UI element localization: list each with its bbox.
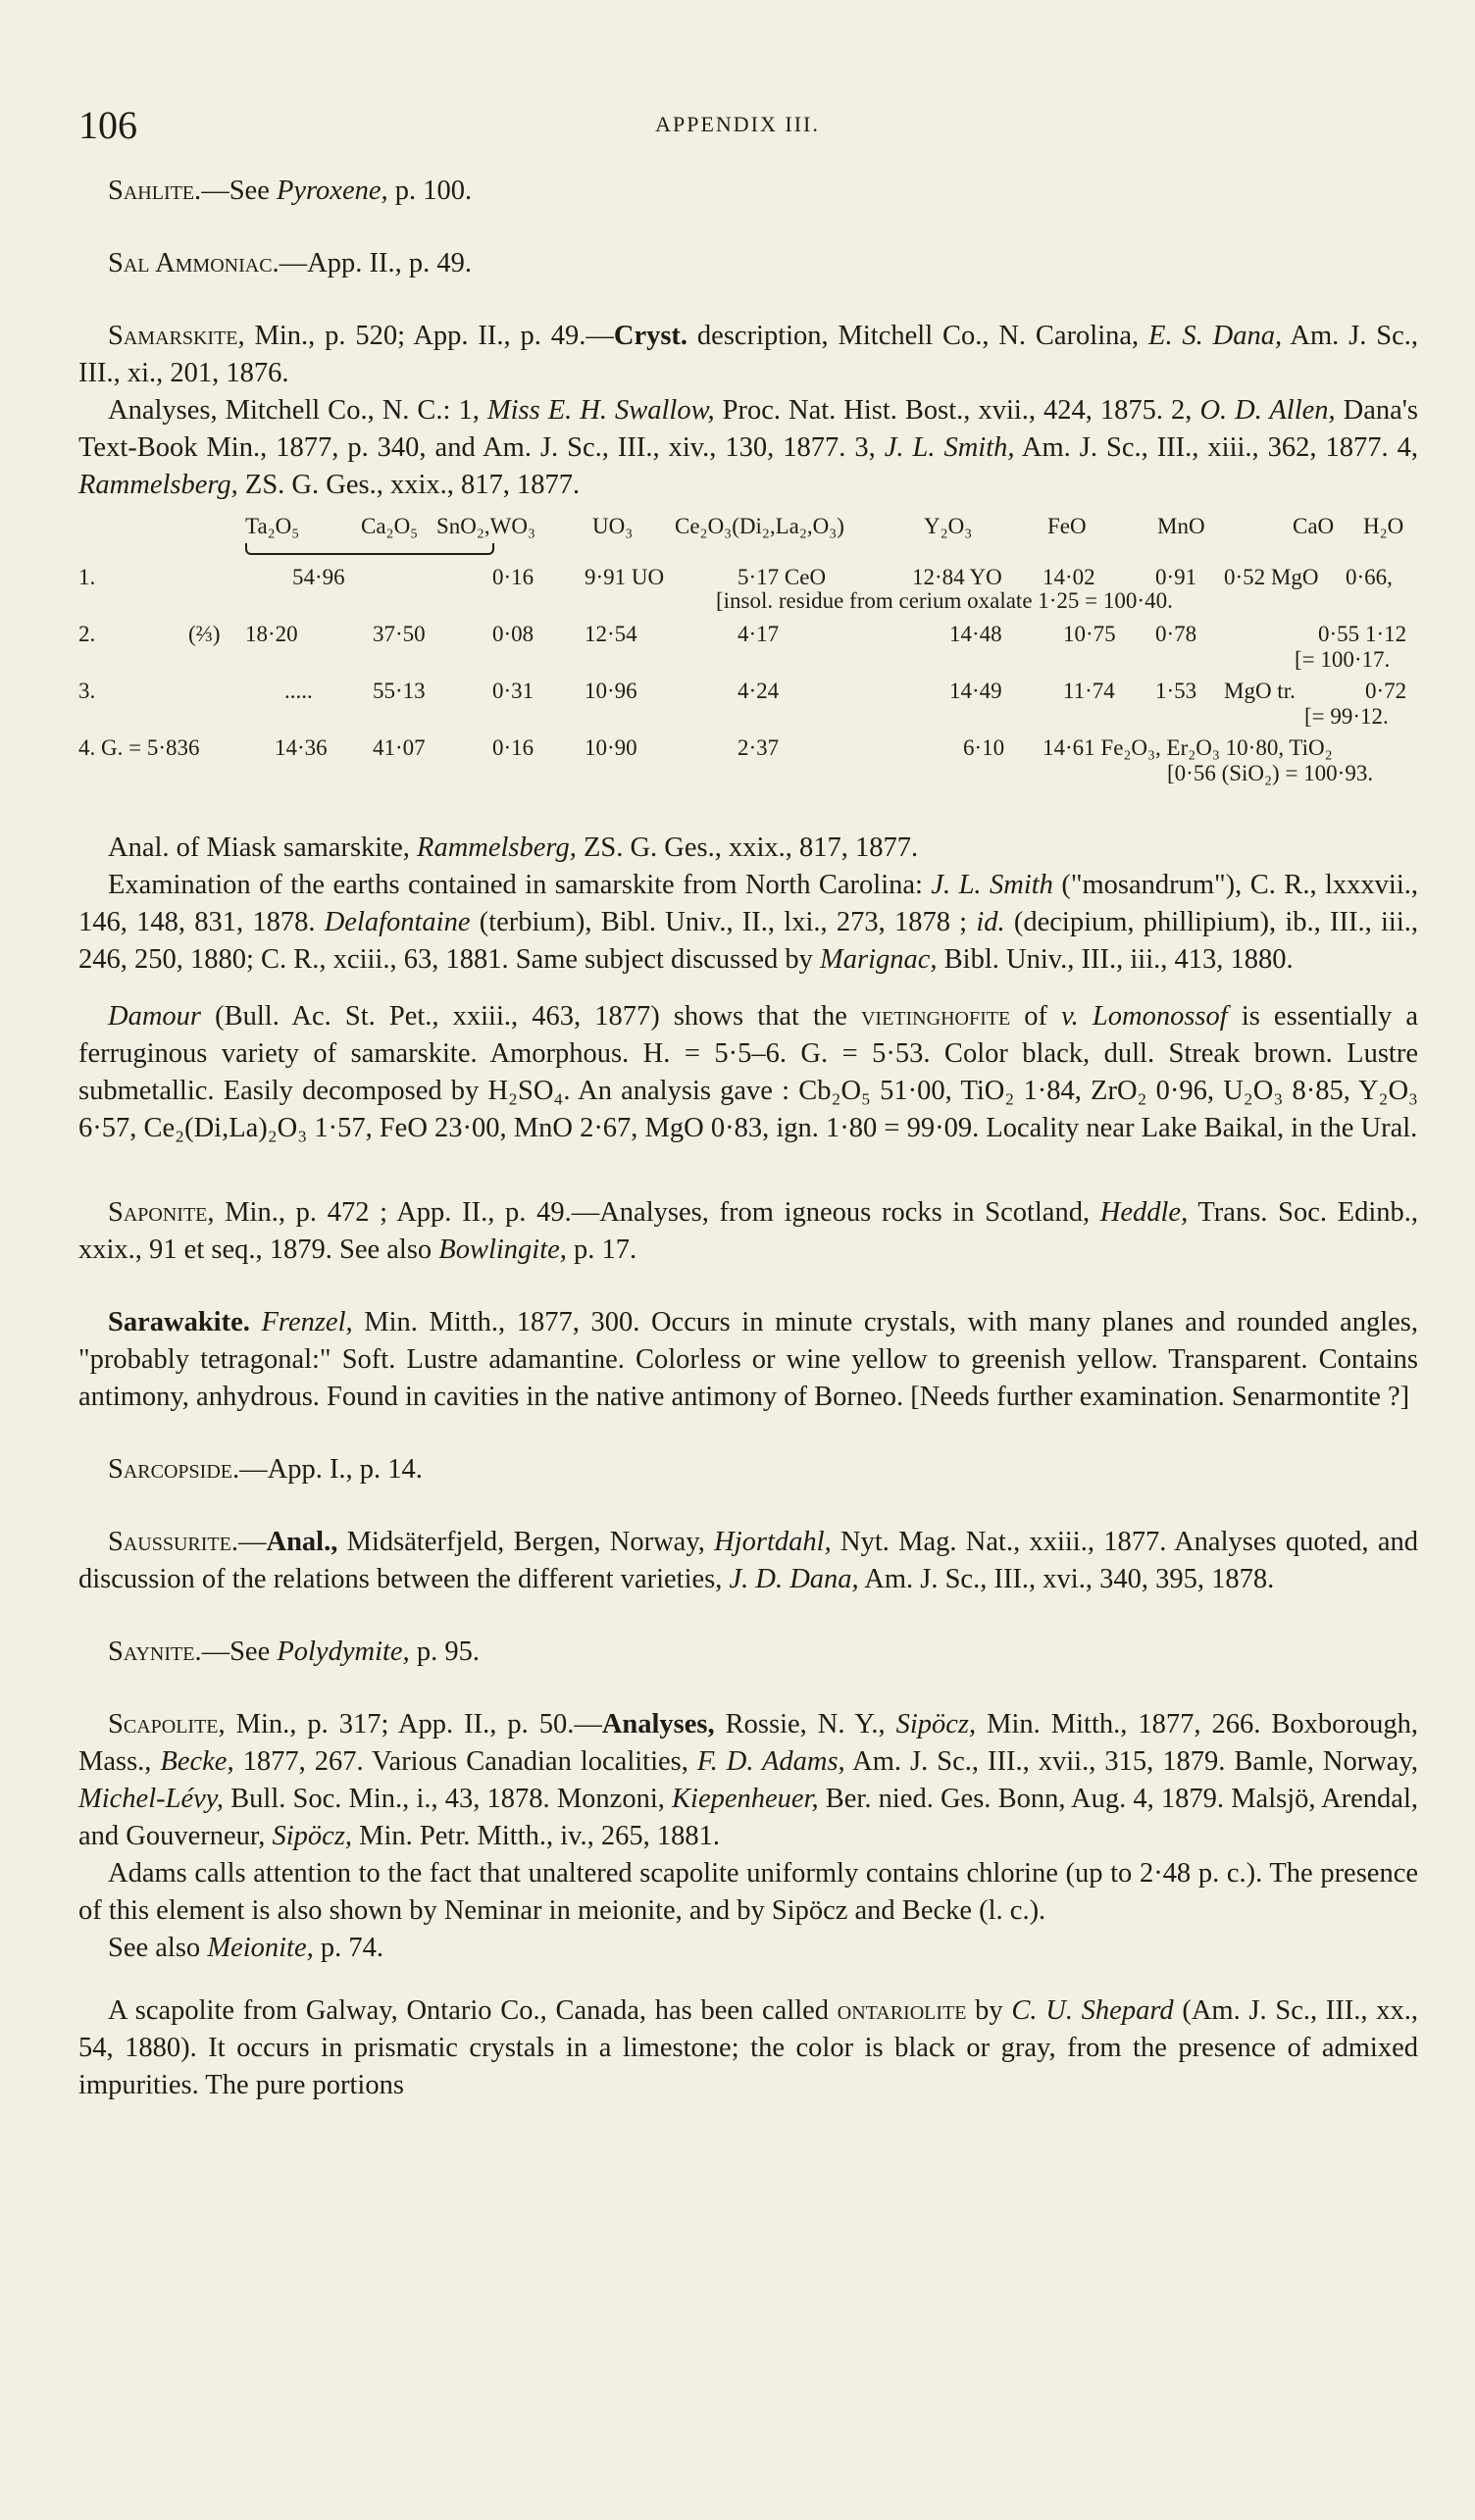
entry-text: — bbox=[238, 1527, 267, 1557]
entry-saponite bbox=[78, 1194, 1418, 1269]
entry-sarcopside bbox=[78, 1451, 1418, 1488]
author: Becke, bbox=[160, 1746, 234, 1777]
table-cell: 4·24 bbox=[738, 679, 780, 703]
cross-reference: Pyroxene, bbox=[276, 176, 388, 206]
bold-label: Cryst. bbox=[613, 321, 688, 351]
table-cell: 0·66, bbox=[1346, 565, 1393, 589]
col-header: SnO₂,WO₃ bbox=[436, 514, 536, 538]
cross-reference: Meionite, bbox=[207, 1933, 314, 1963]
entry-text: Dana's Text-Book Min., 1877, p. 340, and Am. J. Sc., III., xiv., 130, 1877. 3, bbox=[78, 395, 1419, 463]
entry-sahlite bbox=[78, 173, 1418, 210]
entry-text: of bbox=[1010, 1001, 1062, 1032]
author: Sipöcz, bbox=[895, 1709, 977, 1739]
author: v. Lomonossof bbox=[1061, 1001, 1228, 1032]
analysis-table bbox=[78, 514, 1418, 800]
entry-term: Sal Ammoniac. bbox=[108, 248, 280, 278]
samarskite-damour bbox=[78, 998, 1418, 1147]
cross-reference: Bowlingite, bbox=[438, 1235, 567, 1265]
entry-term: Saponite, bbox=[108, 1197, 215, 1228]
entry-text: ZS. G. Ges., xxix., 817, 1877. bbox=[237, 470, 581, 500]
page-body bbox=[78, 173, 1418, 2104]
entry-text: Ber. nied. Ges. Bonn, Aug. 4, 1879. Malsjö, Arendal, and Gouverneur, bbox=[78, 1784, 1419, 1851]
table-cell: 2·37 bbox=[738, 735, 780, 760]
table-cell: 14·49 bbox=[949, 679, 1002, 703]
entry-scapolite bbox=[78, 1706, 1418, 2104]
table-cell: 6·10 bbox=[963, 735, 1005, 760]
col-header: Ce₂O₃(Di₂,La₂,O₃) bbox=[675, 514, 844, 538]
author: J. L. Smith bbox=[931, 870, 1053, 900]
author: F. D. Adams, bbox=[696, 1746, 845, 1777]
table-cell: 0·16 bbox=[492, 565, 534, 589]
col-header: Ca₂O₅ bbox=[361, 514, 419, 538]
entry-sal-ammoniac bbox=[78, 245, 1418, 282]
entry-term: Saussurite. bbox=[108, 1527, 238, 1557]
table-cell: 0·31 bbox=[492, 679, 534, 703]
entry-text: 1877, 267. Various Canadian localities, bbox=[233, 1746, 697, 1777]
entry-text: p. 95. bbox=[409, 1637, 480, 1667]
author: O. D. Allen, bbox=[1199, 395, 1336, 426]
bold-label: Anal., bbox=[266, 1527, 338, 1557]
running-title: APPENDIX III. bbox=[655, 112, 820, 136]
entry-text: ("mosandrum"), C. R., lxxxvii., 146, 148, 831, 1878. bbox=[78, 870, 1419, 937]
samarskite-miask bbox=[78, 830, 1418, 867]
entry-text: by bbox=[966, 1995, 1012, 2026]
entry-text: See also bbox=[108, 1933, 208, 1963]
table-cell: 5·17 CeO bbox=[738, 565, 827, 589]
entry-text: Analyses, Mitchell Co., N. C.: 1, bbox=[108, 395, 487, 426]
entry-saussurite bbox=[78, 1524, 1418, 1598]
table-cell: 0·78 bbox=[1155, 622, 1197, 646]
col-header: Y₂O₃ bbox=[924, 514, 973, 538]
entry-text: ZS. G. Ges., xxix., 817, 1877. bbox=[576, 832, 919, 863]
author: Hjortdahl, bbox=[714, 1527, 832, 1557]
table-cell: 10·96 bbox=[585, 679, 637, 703]
entry-text: Bull. Soc. Min., i., 43, 1878. Monzoni, bbox=[223, 1784, 673, 1814]
table-cell: 11·74 bbox=[1063, 679, 1115, 703]
author: Damour bbox=[108, 1001, 202, 1032]
col-header: Ta₂O₅ bbox=[245, 514, 300, 538]
table-cell: 0·52 MgO bbox=[1224, 565, 1319, 589]
table-cell: 9·91 UO bbox=[585, 565, 665, 589]
author: Delafontaine bbox=[324, 907, 471, 937]
entry-text: (Bull. Ac. St. Pet., xxiii., 463, 1877) shows that the bbox=[201, 1001, 861, 1032]
author: C. U. Shepard bbox=[1011, 1995, 1174, 2026]
entry-text: Am. J. Sc., III., xvi., 340, 395, 1878. bbox=[858, 1564, 1275, 1594]
bold-label: Analyses, bbox=[601, 1709, 715, 1739]
entry-text: Anal. of Miask samarskite, bbox=[108, 832, 418, 863]
entry-text: Bibl. Univ., III., iii., 413, 1880. bbox=[937, 944, 1294, 975]
author: Miss E. H. Swallow, bbox=[486, 395, 715, 426]
samarskite-intro bbox=[78, 318, 1418, 392]
scapolite-chlorine: Adams calls attention to the fact that unaltered scapolite uniformly contains chlorine (up to 2·48 p. c.). The presence of this element is also shown by Neminar in meionite, and by Sipöcz and Becke (l. c.). bbox=[78, 1858, 1418, 1926]
table-cell: 0·91 bbox=[1155, 565, 1197, 589]
page-header bbox=[78, 102, 1397, 151]
entry-text: p. 100. bbox=[387, 176, 473, 206]
table-cell: 41·07 bbox=[373, 735, 426, 760]
scapolite-ontariolite bbox=[78, 1992, 1418, 2104]
table-cell: 18·20 bbox=[245, 622, 298, 646]
table-cell: 0·72 bbox=[1365, 679, 1407, 703]
table-cell: 0·16 bbox=[492, 735, 534, 760]
entry-text: Min., p. 520; App. II., p. 49.— bbox=[244, 321, 614, 351]
author: Michel-Lévy, bbox=[78, 1784, 224, 1814]
table-cell: 14·61 Fe₂O₃, Er₂O₃ 10·80, TiO₂ bbox=[1043, 735, 1333, 760]
entry-text: —See bbox=[201, 176, 277, 206]
table-cell: 10·75 bbox=[1063, 622, 1116, 646]
table-cell: MgO tr. bbox=[1224, 679, 1296, 703]
author: Marignac, bbox=[820, 944, 938, 975]
row-label: 4. G. = 5·836 bbox=[78, 735, 200, 760]
entry-text: Trans. Soc. Edinb., xxix., 91 et seq., 1879. See also bbox=[78, 1197, 1418, 1265]
entry-text: Nyt. Mag. Nat., xxiii., 1877. Analyses quoted, and discussion of the relations between the different varieties, bbox=[78, 1527, 1418, 1594]
entry-term: Sarcopside. bbox=[108, 1454, 240, 1485]
table-cell: 12·54 bbox=[585, 622, 637, 646]
row-label: 2. bbox=[78, 622, 96, 646]
entry-text: Midsäterfjeld, Bergen, Norway, bbox=[337, 1527, 715, 1557]
table-cell: 55·13 bbox=[373, 679, 426, 703]
table-cell: 54·96 bbox=[292, 565, 345, 589]
col-header: UO₃ bbox=[592, 514, 634, 538]
author: J. L. Smith, bbox=[884, 432, 1015, 463]
mineral-name: ontariolite bbox=[837, 1995, 967, 2026]
scapolite-see-also bbox=[78, 1930, 1418, 1967]
table-cell: 14·48 bbox=[949, 622, 1002, 646]
entry-term: Sahlite. bbox=[108, 176, 202, 206]
entry-text: is essentially a ferruginous variety of samarskite. Amorphous. H. = 5·5–6. G. = 5·53. Color black, dull. Streak brown. Lustre submetallic. Easily decomposed by H₂SO₄. An analysis gave : Cb₂O₅ 51·00, TiO₂ 1·84, ZrO₂ 0·96, U₂O₃ 8·85, Y₂O₃ 6·57, Ce₂(Di,La)₂O₃ 1·57, FeO 23·00, MnO 2·67, MgO 0·83, ign. 1·80 = 99·09. Locality near Lake Baikal, in the Ural. bbox=[78, 1001, 1418, 1143]
entry-text: (Am. J. Sc., III., xx., 54, 1880). It occurs in prismatic crystals in a limestone; the color is black or gray, from the presence of admixed impurities. The pure portions bbox=[78, 1995, 1418, 2100]
author: Kiepenheuer, bbox=[672, 1784, 819, 1814]
author: E. S. Dana, bbox=[1148, 321, 1283, 351]
author: Frenzel, bbox=[261, 1307, 353, 1337]
entry-text: —App. I., p. 14. bbox=[239, 1454, 423, 1485]
entry-text: Am. J. Sc., III., xvii., 315, 1879. Bamle, Norway, bbox=[844, 1746, 1418, 1777]
entry-term: Scapolite, bbox=[108, 1709, 226, 1739]
entry-text: p. 17. bbox=[566, 1235, 637, 1265]
entry-saynite bbox=[78, 1634, 1418, 1671]
table-cell: 0·55 bbox=[1318, 622, 1360, 646]
author: id. bbox=[976, 907, 1005, 937]
row-label: 1. bbox=[78, 565, 96, 589]
entry-text: Am. J. Sc., III., xiii., 362, 1877. 4, bbox=[1014, 432, 1418, 463]
entry-text: (decipium, phillipium), ib., III., iii., 246, 250, 1880; C. R., xciii., 63, 1881. Same subject discussed by bbox=[78, 907, 1418, 975]
entry-text: p. 74. bbox=[313, 1933, 383, 1963]
entry-text: Min. Mitth., 1877, 266. Boxborough, Mass., bbox=[78, 1709, 1419, 1777]
table-cell: 14·02 bbox=[1043, 565, 1095, 589]
table-cell: 0·08 bbox=[492, 622, 534, 646]
col-header: H₂O bbox=[1363, 514, 1404, 538]
entry-term: Sarawakite. bbox=[108, 1307, 250, 1337]
table-cell: 4·17 bbox=[738, 622, 780, 646]
table-note: [insol. residue from cerium oxalate 1·25 = 100·40. bbox=[716, 588, 1173, 613]
table-note: [= 99·12. bbox=[1304, 704, 1389, 729]
author: Sipöcz, bbox=[272, 1821, 353, 1851]
col-header: MnO bbox=[1157, 514, 1205, 538]
entry-text: Examination of the earths contained in samarskite from North Carolina: bbox=[108, 870, 932, 900]
entry-text: —See bbox=[201, 1637, 278, 1667]
table-cell: 1·12 bbox=[1365, 622, 1407, 646]
col-header: CaO bbox=[1293, 514, 1335, 538]
table-cell: 37·50 bbox=[373, 622, 426, 646]
table-cell: 14·36 bbox=[275, 735, 328, 760]
table-cell: 10·90 bbox=[585, 735, 637, 760]
entry-sarawakite bbox=[78, 1304, 1418, 1416]
entry-text: Rossie, N. Y., bbox=[714, 1709, 896, 1739]
entry-text: (terbium), Bibl. Univ., II., lxi., 273, 1878 ; bbox=[470, 907, 977, 937]
row-fraction: (⅔) bbox=[188, 622, 221, 646]
samarskite-earths bbox=[78, 867, 1418, 979]
author: Heddle, bbox=[1099, 1197, 1189, 1228]
entry-text: Min., p. 317; App. II., p. 50.— bbox=[225, 1709, 602, 1739]
author: Rammelsberg, bbox=[417, 832, 577, 863]
scapolite-analyses bbox=[78, 1706, 1418, 1855]
page-number: 106 bbox=[78, 103, 137, 147]
entry-text: Am. J. Sc., III., xi., 201, 1876. bbox=[78, 321, 1418, 388]
entry-text: Min. Petr. Mitth., iv., 265, 1881. bbox=[352, 1821, 721, 1851]
entry-text: description, Mitchell Co., N. Carolina, bbox=[687, 321, 1149, 351]
table-cell: 1·53 bbox=[1155, 679, 1197, 703]
header-brace bbox=[245, 543, 494, 555]
author: J. D. Dana, bbox=[729, 1564, 859, 1594]
row-label: 3. bbox=[78, 679, 96, 703]
entry-text: —App. II., p. 49. bbox=[279, 248, 472, 278]
table-cell: 12·84 YO bbox=[912, 565, 1002, 589]
table-cell: ..... bbox=[284, 679, 313, 703]
mineral-name: vietinghofite bbox=[860, 1001, 1011, 1032]
entry-term: Saynite. bbox=[108, 1637, 202, 1667]
author: Rammelsberg, bbox=[78, 470, 238, 500]
entry-text: Min. Mitth., 1877, 300. Occurs in minute crystals, with many planes and rounded angles, "probably tetragonal:" Soft. Lustre adamantine. Colorless or wine yellow to greenish yellow. Transparent. Contains antimony, anhydrous. Found in cavities in the native antimony of Borneo. [Needs further examination. Senarmontite ?] bbox=[78, 1307, 1419, 1412]
entry-text: Proc. Nat. Hist. Bost., xvii., 424, 1875. 2, bbox=[714, 395, 1200, 426]
entry-text: Min., p. 472 ; App. II., p. 49.—Analyses, from igneous rocks in Scotland, bbox=[214, 1197, 1100, 1228]
cross-reference: Polydymite, bbox=[277, 1637, 410, 1667]
col-header: FeO bbox=[1047, 514, 1087, 538]
entry-samarskite bbox=[78, 318, 1418, 1147]
table-note: [0·56 (SiO₂) = 100·93. bbox=[1167, 761, 1374, 785]
samarskite-analyses bbox=[78, 392, 1418, 504]
table-note: [= 100·17. bbox=[1295, 647, 1391, 672]
entry-text: A scapolite from Galway, Ontario Co., Canada, has been called bbox=[108, 1995, 838, 2026]
entry-term: Samarskite, bbox=[108, 321, 245, 351]
